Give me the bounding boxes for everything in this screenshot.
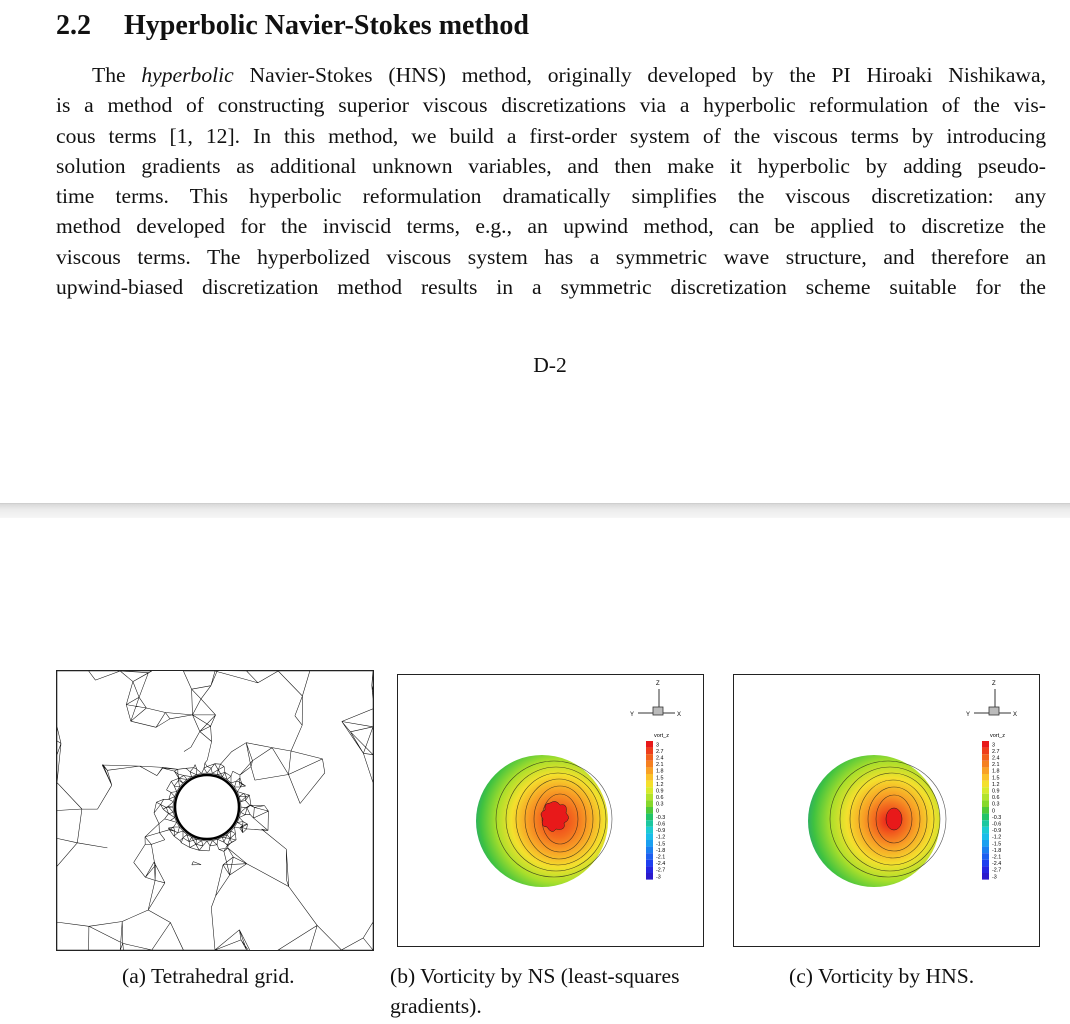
paragraph-line: is a method of constructing superior viscous discretizations via a hyperbolic reformulation of the vis- xyxy=(56,93,1046,118)
legend-swatch xyxy=(982,767,989,774)
legend-value: 1.8 xyxy=(656,768,664,775)
legend-swatch xyxy=(982,827,989,834)
caption-line: gradients). xyxy=(390,994,482,1018)
legend-value: 0.6 xyxy=(992,795,1000,802)
legend-swatch xyxy=(646,847,653,854)
legend-swatch xyxy=(982,833,989,840)
legend-swatch xyxy=(646,807,653,814)
paragraph-line: upwind-biased discretization method results in a symmetric discretization scheme suitable for the xyxy=(56,275,1046,300)
legend-value: 0 xyxy=(656,808,659,815)
legend-swatch xyxy=(982,748,989,755)
legend-swatch xyxy=(646,748,653,755)
emphasis-hyperbolic: hyperbolic xyxy=(141,63,234,87)
caption-line: (c) Vorticity by HNS. xyxy=(789,964,975,988)
legend-swatch xyxy=(646,754,653,761)
legend-value: -2.4 xyxy=(992,861,1002,868)
axis-label-z: Z xyxy=(656,681,660,687)
legend-value: 2.1 xyxy=(656,762,664,769)
paragraph-line: method developed for the inviscid terms, e.g., an upwind method, can be applied to discretize the xyxy=(56,214,1046,239)
legend-title: vort_z xyxy=(990,733,1005,739)
legend-swatch xyxy=(982,840,989,847)
legend-swatch xyxy=(646,853,653,860)
legend-swatch xyxy=(646,840,653,847)
legend-value: -2.1 xyxy=(992,854,1002,861)
section-heading xyxy=(56,10,529,42)
axis-label-y: Y xyxy=(630,712,635,718)
legend-swatch xyxy=(982,794,989,801)
legend-value: 2.4 xyxy=(656,755,664,762)
legend-value: -0.9 xyxy=(656,828,666,835)
legend-swatch xyxy=(646,781,653,788)
legend-swatch xyxy=(646,814,653,821)
legend-swatch xyxy=(646,820,653,827)
legend-value: 2.4 xyxy=(992,755,1000,762)
legend-value: 0.9 xyxy=(992,788,1000,795)
vorticity-hns-plot xyxy=(734,675,1039,946)
axis-label-y: Y xyxy=(966,712,971,718)
sphere xyxy=(476,755,612,887)
axis-label-x: X xyxy=(1013,712,1018,718)
legend-swatch xyxy=(982,860,989,867)
legend-value: -3 xyxy=(992,874,997,881)
legend-value: -0.3 xyxy=(656,814,666,821)
legend-value: -2.7 xyxy=(992,867,1002,874)
axis-label-x: X xyxy=(677,712,682,718)
legend-swatch xyxy=(982,800,989,807)
legend-value: 3 xyxy=(992,742,995,749)
legend-swatch xyxy=(646,860,653,867)
legend-swatch xyxy=(646,761,653,768)
legend-value: 0 xyxy=(992,808,995,815)
legend-swatch xyxy=(982,873,989,880)
legend-value: 1.5 xyxy=(992,775,1000,782)
legend-value: -1.8 xyxy=(656,847,666,854)
body-paragraph xyxy=(56,60,1046,302)
legend-value: 1.8 xyxy=(992,768,1000,775)
legend-swatch xyxy=(982,741,989,748)
legend-swatch xyxy=(646,787,653,794)
legend-swatch xyxy=(646,767,653,774)
legend-swatch xyxy=(982,814,989,821)
legend-value: -2.4 xyxy=(656,861,666,868)
legend-swatch xyxy=(646,827,653,834)
legend-swatch xyxy=(982,853,989,860)
paragraph-line: viscous terms. The hyperbolized viscous system has a symmetric wave structure, and therefore an xyxy=(56,244,1046,269)
legend-value: 2.7 xyxy=(656,748,664,755)
page-number: D-2 xyxy=(533,353,567,377)
axis-label-z: Z xyxy=(992,681,996,687)
caption-c xyxy=(789,961,1029,991)
page-separator xyxy=(0,503,1070,518)
legend xyxy=(646,733,669,880)
paragraph-line: solution gradients as additional unknown variables, and then make it hyperbolic by adding pseudo- xyxy=(56,153,1046,178)
legend-value: 1.2 xyxy=(992,781,1000,788)
legend-swatch xyxy=(982,781,989,788)
legend-value: -0.6 xyxy=(656,821,666,828)
legend-value: 1.5 xyxy=(656,775,664,782)
legend-value: 0.3 xyxy=(992,801,1000,808)
axes-triad xyxy=(966,681,1017,718)
text-run: The xyxy=(92,63,142,87)
legend-swatch xyxy=(982,866,989,873)
legend-value: -1.5 xyxy=(992,841,1002,848)
paragraph-line xyxy=(56,60,1046,90)
legend-swatch xyxy=(982,761,989,768)
paragraph-line: cous terms [1, 12]. In this method, we build a first-order system of the viscous terms by introducing xyxy=(56,123,1046,148)
legend-swatch xyxy=(646,800,653,807)
legend-swatch xyxy=(646,794,653,801)
legend-swatch xyxy=(646,833,653,840)
legend-value: -2.1 xyxy=(656,854,666,861)
legend-swatch xyxy=(982,807,989,814)
legend-value: 2.7 xyxy=(992,748,1000,755)
tetrahedral-grid-image xyxy=(57,671,373,950)
legend-swatch xyxy=(646,866,653,873)
legend-swatch xyxy=(646,741,653,748)
legend xyxy=(982,733,1005,880)
legend-value: 2.1 xyxy=(992,762,1000,769)
section-number: 2.2 xyxy=(56,10,91,41)
legend-value: -0.9 xyxy=(992,828,1002,835)
legend-swatch xyxy=(982,787,989,794)
legend-value: 3 xyxy=(656,742,659,749)
legend-value: 1.2 xyxy=(656,781,664,788)
page-top xyxy=(0,0,1070,503)
legend-value: -3 xyxy=(656,874,661,881)
legend-value: 0.6 xyxy=(656,795,664,802)
figure-a-tetrahedral-grid xyxy=(56,670,374,951)
cylinder-hole xyxy=(175,775,239,839)
legend-value: -2.7 xyxy=(656,867,666,874)
legend-value: 0.3 xyxy=(656,801,664,808)
legend-value: -0.6 xyxy=(992,821,1002,828)
sphere xyxy=(808,755,946,887)
legend-swatch xyxy=(982,754,989,761)
legend-swatch xyxy=(982,847,989,854)
legend-value: -1.5 xyxy=(656,841,666,848)
legend-swatch xyxy=(646,774,653,781)
legend-value: -1.2 xyxy=(992,834,1002,841)
axes-triad xyxy=(630,681,681,718)
caption-b xyxy=(390,961,720,1021)
legend-value: -0.3 xyxy=(992,814,1002,821)
legend-value: 0.9 xyxy=(656,788,664,795)
paragraph-line: time terms. This hyperbolic reformulation dramatically simplifies the viscous discretization: any xyxy=(56,184,1046,209)
legend-value: -1.2 xyxy=(656,834,666,841)
legend-swatch xyxy=(982,774,989,781)
legend-swatch xyxy=(646,873,653,880)
caption-line: (a) Tetrahedral grid. xyxy=(122,964,295,988)
vorticity-ns-plot xyxy=(398,675,703,946)
legend-value: -1.8 xyxy=(992,847,1002,854)
legend-title: vort_z xyxy=(654,733,669,739)
legend-swatch xyxy=(982,820,989,827)
caption-line: (b) Vorticity by NS (least-squares xyxy=(390,964,680,988)
text-run: Navier-Stokes (HNS) method, originally developed by the PI Hiroaki Nishikawa, xyxy=(233,63,1046,87)
caption-a xyxy=(122,961,362,991)
section-title: Hyperbolic Navier-Stokes method xyxy=(124,10,529,41)
figure-b-vorticity-ns xyxy=(397,674,704,947)
figure-c-vorticity-hns xyxy=(733,674,1040,947)
